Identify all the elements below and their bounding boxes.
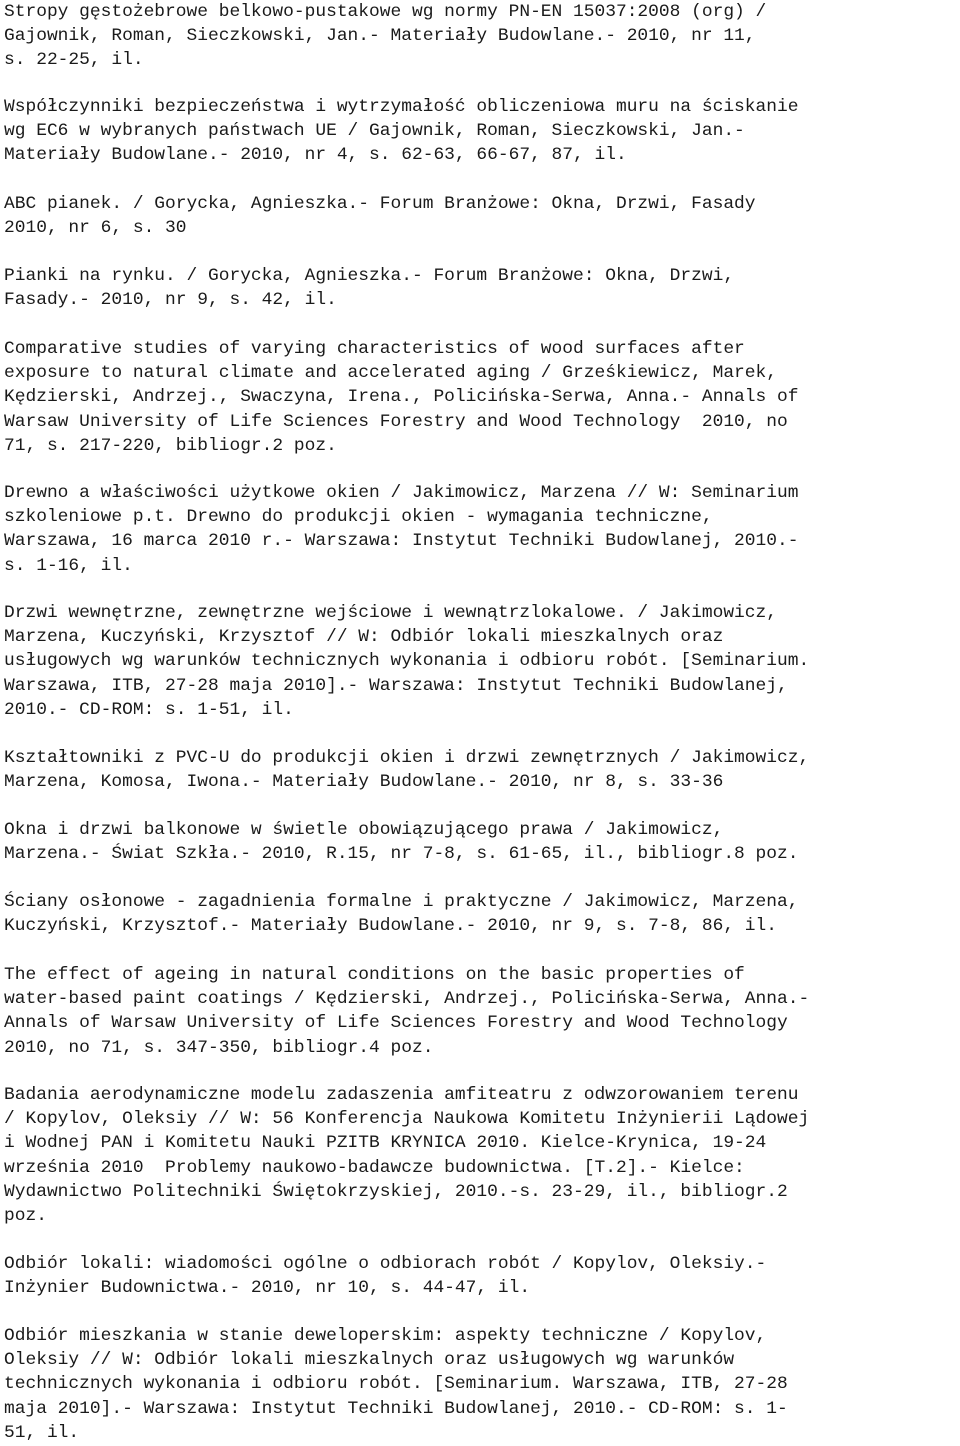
bibliography-entry-5: [4, 337, 960, 458]
entry-line: Marzena, Kuczyński, Krzysztof // W: Odbiór lokali mieszkalnych oraz: [4, 627, 724, 648]
bibliography-entry-1: [4, 0, 960, 73]
bibliography-entry-7: [4, 601, 960, 722]
bibliography-entry-13: [4, 1252, 960, 1300]
entry-line: Warszawa, 16 marca 2010 r.- Warszawa: Instytut Techniki Budowlanej, 2010.-: [4, 531, 799, 552]
entry-line: maja 2010].- Warszawa: Instytut Techniki Budowlanej, 2010.- CD-ROM: s. 1-: [4, 1398, 788, 1419]
entry-line: 2010, nr 6, s. 30: [4, 218, 187, 239]
entry-line: / Kopylov, Oleksiy // W: 56 Konferencja Naukowa Komitetu Inżynierii Lądowej: [4, 1109, 810, 1130]
bibliography-entry-9: [4, 818, 960, 866]
entry-line: Odbiór mieszkania w stanie deweloperskim: aspekty techniczne / Kopylov,: [4, 1326, 767, 1346]
entry-line: technicznych wykonania i odbioru robót. [Seminarium. Warszawa, ITB, 27-28: [4, 1374, 788, 1395]
entry-line: Marzena, Komosa, Iwona.- Materiały Budowlane.- 2010, nr 8, s. 33-36: [4, 772, 724, 793]
entry-line: Stropy gęstożebrowe belkowo-pustakowe wg normy PN-EN 15037:2008 (org) /: [4, 2, 767, 22]
entry-line: ABC pianek. / Gorycka, Agnieszka.- Forum Branżowe: Okna, Drzwi, Fasady: [4, 194, 756, 214]
entry-line: Inżynier Budownictwa.- 2010, nr 10, s. 44-47, il.: [4, 1278, 531, 1299]
entry-line: Odbiór lokali: wiadomości ogólne o odbiorach robót / Kopylov, Oleksiy.-: [4, 1254, 767, 1274]
entry-line: Drzwi wewnętrzne, zewnętrzne wejściowe i wewnątrzlokalowe. / Jakimowicz,: [4, 603, 778, 623]
entry-line: 51, il.: [4, 1422, 80, 1443]
bibliography-entry-14: [4, 1324, 960, 1445]
entry-line: Wydawnictwo Politechniki Świętokrzyskiej, 2010.-s. 23-29, il., bibliogr.2: [4, 1181, 788, 1202]
bibliography-entry-2: [4, 95, 960, 168]
entry-line: poz.: [4, 1205, 47, 1226]
entry-line: Materiały Budowlane.- 2010, nr 4, s. 62-63, 66-67, 87, il.: [4, 145, 627, 166]
entry-line: exposure to natural climate and accelerated aging / Grześkiewicz, Marek,: [4, 363, 778, 384]
entry-line: Annals of Warsaw University of Life Sciences Forestry and Wood Technology: [4, 1013, 788, 1034]
entry-line: Ściany osłonowe - zagadnienia formalne i praktyczne / Jakimowicz, Marzena,: [4, 892, 799, 912]
bibliography-entry-3: [4, 192, 960, 240]
entry-line: Współczynniki bezpieczeństwa i wytrzymałość obliczeniowa muru na ściskanie: [4, 97, 799, 117]
bibliography-entry-12: [4, 1083, 960, 1228]
entry-line: Kędzierski, Andrzej., Swaczyna, Irena., Policińska-Serwa, Anna.- Annals of: [4, 387, 799, 408]
entry-line: Warsaw University of Life Sciences Forestry and Wood Technology 2010, no: [4, 411, 788, 432]
entry-line: Drewno a właściwości użytkowe okien / Jakimowicz, Marzena // W: Seminarium: [4, 483, 799, 503]
entry-line: The effect of ageing in natural conditions on the basic properties of: [4, 965, 745, 985]
bibliography-entry-8: [4, 746, 960, 794]
entry-line: Warszawa, ITB, 27-28 maja 2010].- Warszawa: Instytut Techniki Budowlanej,: [4, 675, 788, 696]
entry-line: 71, s. 217-220, bibliogr.2 poz.: [4, 435, 337, 456]
entry-line: 2010, no 71, s. 347-350, bibliogr.4 poz.: [4, 1037, 434, 1058]
bibliography-entry-11: [4, 963, 960, 1060]
entry-line: Oleksiy // W: Odbiór lokali mieszkalnych oraz usługowych wg warunków: [4, 1350, 735, 1371]
entry-line: Fasady.- 2010, nr 9, s. 42, il.: [4, 290, 337, 311]
entry-line: Pianki na rynku. / Gorycka, Agnieszka.- Forum Branżowe: Okna, Drzwi,: [4, 266, 735, 286]
entry-line: wg EC6 w wybranych państwach UE / Gajownik, Roman, Sieczkowski, Jan.-: [4, 121, 745, 142]
entry-line: Gajownik, Roman, Sieczkowski, Jan.- Materiały Budowlane.- 2010, nr 11,: [4, 26, 756, 47]
entry-line: Badania aerodynamiczne modelu zadaszenia amfiteatru z odwzorowaniem terenu: [4, 1085, 799, 1105]
entry-line: Marzena.- Świat Szkła.- 2010, R.15, nr 7-8, s. 61-65, il., bibliogr.8 poz.: [4, 844, 799, 865]
entry-line: i Wodnej PAN i Komitetu Nauki PZITB KRYNICA 2010. Kielce-Krynica, 19-24: [4, 1133, 767, 1154]
bibliography-entry-6: [4, 481, 960, 578]
entry-line: water-based paint coatings / Kędzierski, Andrzej., Policińska-Serwa, Anna.-: [4, 989, 810, 1010]
entry-line: września 2010 Problemy naukowo-badawcze budownictwa. [T.2].- Kielce:: [4, 1157, 745, 1178]
entry-line: Kształtowniki z PVC-U do produkcji okien i drzwi zewnętrznych / Jakimowicz,: [4, 748, 810, 768]
entry-line: Okna i drzwi balkonowe w świetle obowiązującego prawa / Jakimowicz,: [4, 820, 724, 840]
entry-line: usługowych wg warunków technicznych wykonania i odbioru robót. [Seminarium.: [4, 651, 810, 672]
entry-line: 2010.- CD-ROM: s. 1-51, il.: [4, 699, 294, 720]
bibliography-entry-4: [4, 264, 960, 312]
bibliography-entry-10: [4, 890, 960, 938]
entry-line: szkoleniowe p.t. Drewno do produkcji okien - wymagania techniczne,: [4, 507, 713, 528]
entry-line: Kuczyński, Krzysztof.- Materiały Budowlane.- 2010, nr 9, s. 7-8, 86, il.: [4, 916, 778, 937]
entry-line: s. 22-25, il.: [4, 50, 144, 71]
entry-line: Comparative studies of varying characteristics of wood surfaces after: [4, 339, 745, 359]
entry-line: s. 1-16, il.: [4, 555, 133, 576]
